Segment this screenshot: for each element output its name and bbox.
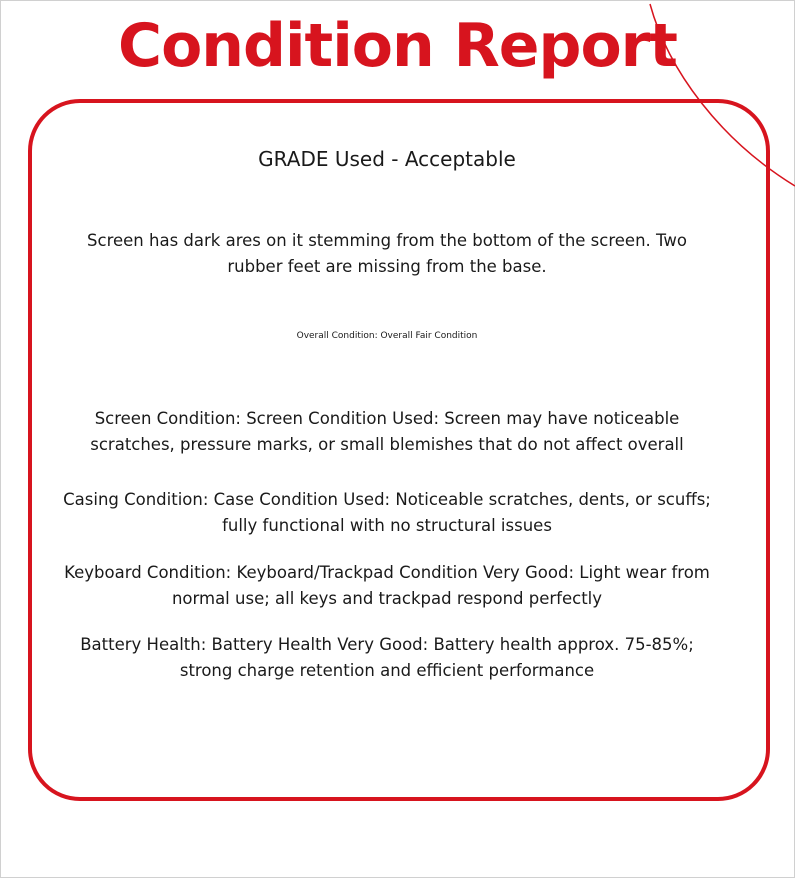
keyboard-condition: Keyboard Condition: Keyboard/Trackpad Condition Very Good: Light wear from normal use; all keys and trackpad respond perfectly	[64, 563, 710, 608]
grade-label: GRADE Used - Acceptable	[258, 147, 516, 171]
condition-description: Screen has dark ares on it stemming from the bottom of the screen. Two rubber feet are missing from the base.	[87, 231, 687, 276]
report-title: Condition Report	[118, 11, 677, 81]
casing-condition: Casing Condition: Case Condition Used: Noticeable scratches, dents, or scuffs; fully functional with no structural issues	[63, 490, 711, 535]
screen-condition: Screen Condition: Screen Condition Used: Screen may have noticeable scratches, pressure marks, or small blemishes that do not affect overall	[90, 409, 684, 454]
overall-condition: Overall Condition: Overall Fair Condition	[296, 331, 478, 341]
battery-health: Battery Health: Battery Health Very Good: Battery health approx. 75-85%; strong charge retention and efficient performance	[80, 635, 694, 680]
